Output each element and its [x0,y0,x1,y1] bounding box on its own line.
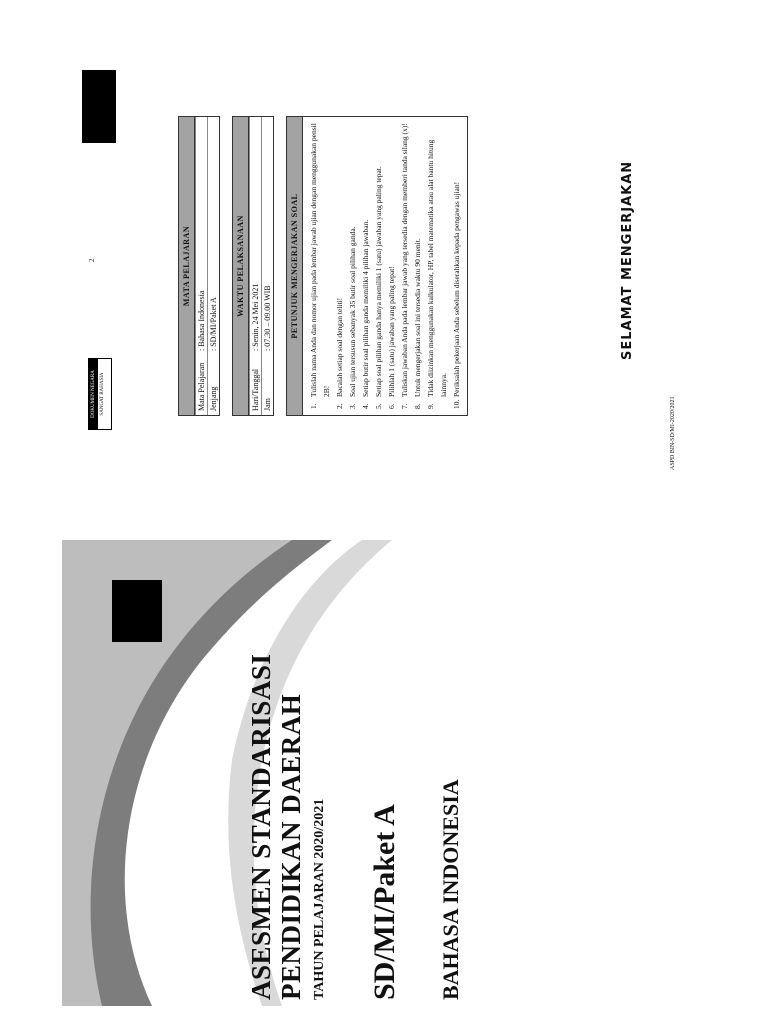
badge-top: DOKUMEN NEGARA [89,359,98,429]
badge-bottom: SANGAT RAHASIA [100,372,105,416]
list-item [398,123,411,409]
item-number: 10. [452,399,461,409]
item-number: 8. [413,403,422,409]
item-number: 4. [361,403,370,409]
mata-pelajaran-title: MATA PELAJARAN [179,117,195,415]
info-row [195,117,207,415]
list-item [333,123,346,409]
item-text: Bacalah setiap soal dengan teliti! [335,297,344,397]
info-row [207,117,219,415]
item-number: 9. [426,403,435,409]
info-value: : Senin, 24 Mei 2021 [251,283,260,351]
cover-level: SD/MI/Paket A [368,804,401,1000]
mata-pelajaran-box [178,116,220,416]
cover-year: TAHUN PELAJARAN 2020/2021 [312,798,327,1000]
item-text: Tulislah nama Anda dan nomor ujian pada lembar jawab ujian dengan menggunakan pensil 2B! [309,123,331,397]
list-item [346,123,359,409]
item-text: Pilihlah 1 (satu) jawaban yang paling tepat! [387,266,396,397]
item-text: Setiap butir soal pilihan ganda memiliki 4 pilihan jawaban. [361,219,370,397]
item-number: 5. [374,403,383,409]
inner-page-content [178,116,568,416]
list-item [372,123,385,409]
info-row [261,117,273,415]
item-number: 7. [400,403,409,409]
waktu-box [232,116,274,416]
cover-title-line2: PENDIDIKAN DAERAH [276,693,306,1000]
item-text: Periksalah pekerjaan Anda sebelum diserahkan kepada pengawas ujian! [452,181,461,397]
info-value: : SD/MI/Paket A [209,297,218,351]
list-item [307,123,333,409]
item-text: Soal ujian tersusun sebanyak 35 butir soal pilihan ganda. [348,226,357,397]
info-key: Jam [263,398,272,411]
item-text: Tuliskan jawaban Anda pada lembar jawab yang tersedia dengan memberi tanda silang (x)! [400,123,409,397]
list-item [450,123,463,409]
cover-barcode [112,580,162,710]
page-number: 2 [88,258,96,262]
petunjuk-title: PETUNJUK MENGERJAKAN SOAL [287,117,303,415]
info-key: Jenjang [209,386,218,411]
cover-title-block [246,560,478,1000]
list-item [424,123,450,409]
item-text: Untuk mengerjakan soal ini tersedia waktu 90 menit. [413,238,422,397]
item-text: Tidak diizinkan menggunakan kalkulator, HP, tabel matematika atau alat bantu hitung lainnya. [426,139,448,397]
item-number: 6. [387,403,396,409]
info-value: : 07.30 – 09.00 WIB [263,285,272,351]
item-number: 1. [309,403,318,409]
item-number: 3. [348,403,357,409]
document-classification-badge [88,358,112,430]
info-value: : Bahasa Indonesia [197,290,206,351]
cover-title-line1: ASESMEN STANDARISASI [246,653,276,1000]
closing-message: SELAMAT MENGERJAKAN [620,160,635,360]
cover-subject: BAHASA INDONESIA [438,779,463,1000]
info-key: Hari/Tanggal [251,368,260,411]
petunjuk-list [303,117,467,415]
inner-barcode [82,70,116,210]
cover-page [62,540,478,1006]
list-item [411,123,424,409]
list-item [385,123,398,409]
list-item [359,123,372,409]
petunjuk-box [286,116,468,416]
info-row [249,117,261,415]
waktu-title: WAKTU PELAKSANAAN [233,117,249,415]
info-key: Mata Pelajaran [197,362,206,411]
item-text: Setiap soal pilihan ganda hanya memiliki 1 (satu) jawaban yang paling tepat. [374,166,383,397]
footer-code: ASPD BIN-SD/MI-2020/2021 [670,396,676,470]
item-number: 2. [335,403,344,409]
